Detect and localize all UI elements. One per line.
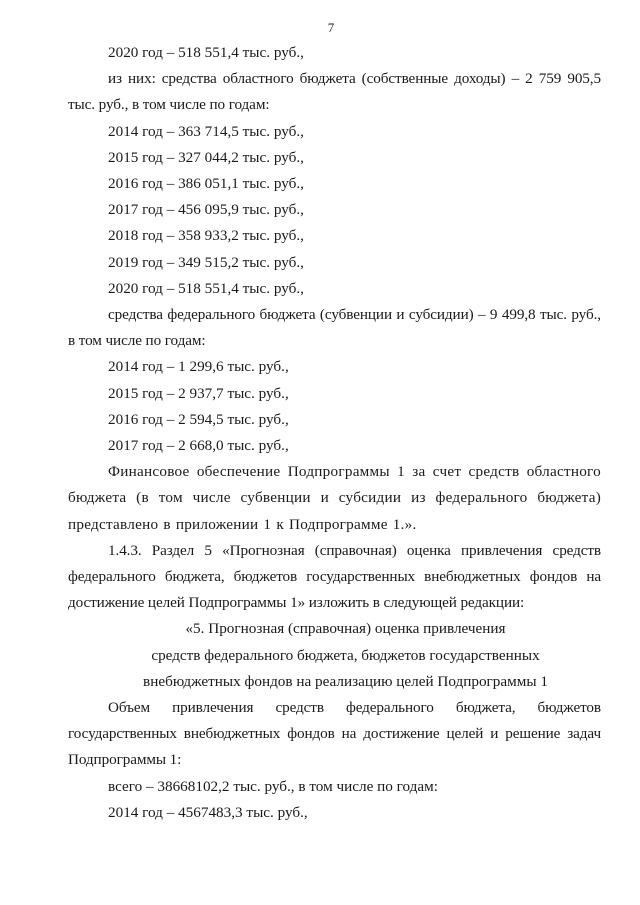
regional-year-line: 2015 год – 327 044,2 тыс. руб., [108,148,304,166]
section-heading-line: средств федерального бюджета, бюджетов государственных [151,646,540,664]
regional-year-line: 2018 год – 358 933,2 тыс. руб., [108,227,304,245]
year-line: 2014 год – 4567483,3 тыс. руб., [108,803,308,821]
federal-year-line: 2016 год – 2 594,5 тыс. руб., [108,410,289,428]
regional-year-line: 2019 год – 349 515,2 тыс. руб., [108,253,304,271]
regional-year-line: 2014 год – 363 714,5 тыс. руб., [108,122,304,140]
federal-budget-intro: средства федерального бюджета (субвенции и субсидии) – 9 499,8 тыс. руб., в том числе по годам: [68,306,601,350]
year-line: 2020 год – 518 551,4 тыс. руб., [108,44,304,61]
financing-paragraph: Финансовое обеспечение Подпрограммы 1 за счет средств областного бюджета (в том числе субвенции и субсидии из федерального бюджета) представлено в приложении 1 к Подпрограмме 1.». [68,463,601,533]
total-line: всего – 38668102,2 тыс. руб., в том числе по годам: [108,777,438,795]
document-body [68,40,601,826]
regional-budget-intro: из них: средства областного бюджета (собственные доходы) – 2 759 905,5 тыс. руб., в том числе по годам: [68,70,601,114]
regional-year-line: 2016 год – 386 051,1 тыс. руб., [108,175,304,193]
federal-year-line: 2015 год – 2 937,7 тыс. руб., [108,384,289,402]
regional-year-line: 2020 год – 518 551,4 тыс. руб., [108,279,304,297]
section-heading-line: «5. Прогнозная (справочная) оценка привлечения [185,620,506,638]
federal-year-line: 2017 год – 2 668,0 тыс. руб., [108,437,289,455]
volume-paragraph: Объем привлечения средств федерального бюджета, бюджетов государственных внебюджетных фондов на достижение целей и решение задач Подпрограммы 1: [68,699,601,769]
section-heading-line: внебюджетных фондов на реализацию целей Подпрограммы 1 [143,672,548,690]
regional-year-line: 2017 год – 456 095,9 тыс. руб., [108,201,304,219]
page-number: 7 [327,20,335,35]
federal-year-line: 2014 год – 1 299,6 тыс. руб., [108,358,289,376]
section-paragraph: 1.4.3. Раздел 5 «Прогнозная (справочная) оценка привлечения средств федерального бюджета, бюджетов государственных внебюджетных фондов на достижение целей Подпрограммы 1» изложить в следующей редакции: [68,541,601,612]
